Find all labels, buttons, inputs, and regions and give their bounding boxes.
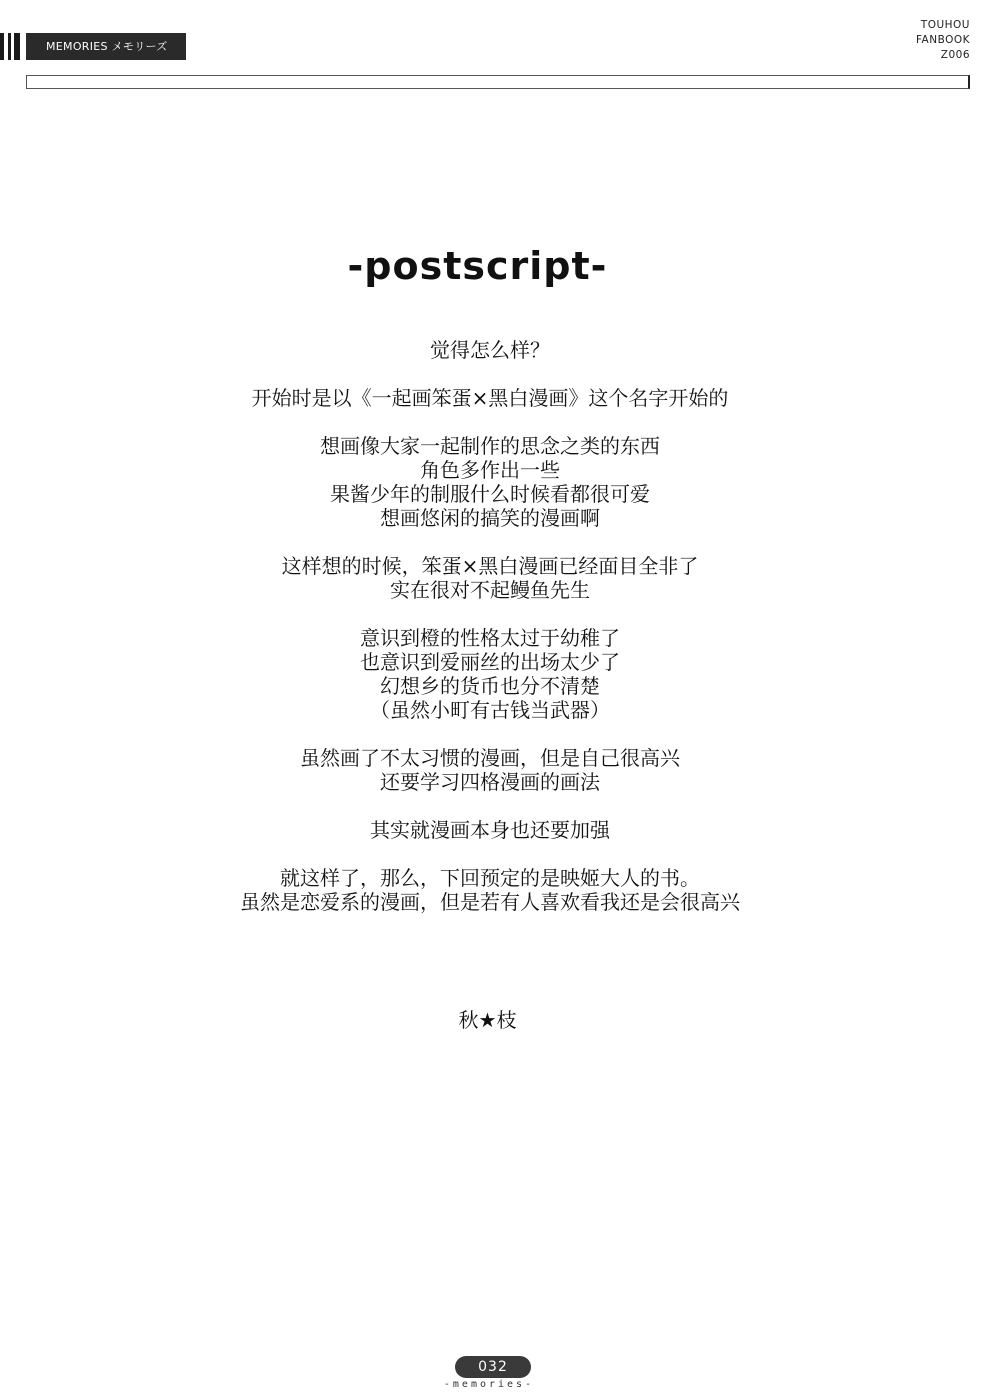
text-line: 也意识到爱丽丝的出场太少了 [360, 650, 620, 674]
text-line: 想画悠闲的搞笑的漫画啊 [380, 506, 600, 530]
brand-block [916, 18, 970, 63]
paragraph [0, 746, 980, 794]
paragraph [0, 554, 980, 602]
paragraph [0, 434, 980, 530]
text-line: 开始时是以《一起画笨蛋×黑白漫画》这个名字开始的 [251, 386, 729, 410]
header-tab [26, 33, 186, 60]
text-line: 幻想乡的货币也分不清楚 [380, 674, 600, 698]
page-title: -postscript- [347, 244, 608, 288]
author-signature: 秋★枝 [458, 1008, 517, 1032]
header-tab-label: MEMORIES メモリーズ [46, 40, 168, 53]
brand-line: TOUHOU [920, 19, 970, 31]
header-stripes [0, 33, 24, 60]
text-line: 就这样了，那么，下回预定的是映姬大人的书。 [280, 866, 700, 890]
text-line: 还要学习四格漫画的画法 [380, 770, 600, 794]
paragraph [0, 386, 980, 410]
footer-label: -memories- [443, 1379, 535, 1390]
brand-line: FANBOOK [915, 34, 970, 46]
text-line: 实在很对不起鳗鱼先生 [390, 578, 590, 602]
brand-line: Z006 [940, 49, 970, 61]
text-line: 其实就漫画本身也还要加强 [370, 818, 610, 842]
paragraph [0, 866, 980, 914]
text-line: 果酱少年的制服什么时候看都很可爱 [330, 482, 650, 506]
paragraph [0, 626, 980, 722]
page-number: 032 [455, 1356, 531, 1378]
text-line: （虽然小町有古钱当武器） [370, 698, 610, 722]
postscript-body [0, 338, 980, 938]
text-line: 角色多作出一些 [420, 458, 560, 482]
text-line: 虽然画了不太习惯的漫画，但是自己很高兴 [300, 746, 680, 770]
paragraph [0, 818, 980, 842]
text-line: 想画像大家一起制作的思念之类的东西 [320, 434, 660, 458]
text-line: 这样想的时候，笨蛋×黑白漫画已经面目全非了 [281, 554, 699, 578]
text-line: 虽然是恋爱系的漫画，但是若有人喜欢看我还是会很高兴 [240, 890, 740, 914]
paragraph [0, 338, 980, 362]
text-line: 觉得怎么样？ [430, 338, 550, 362]
header-rule [26, 75, 970, 89]
text-line: 意识到橙的性格太过于幼稚了 [360, 626, 620, 650]
